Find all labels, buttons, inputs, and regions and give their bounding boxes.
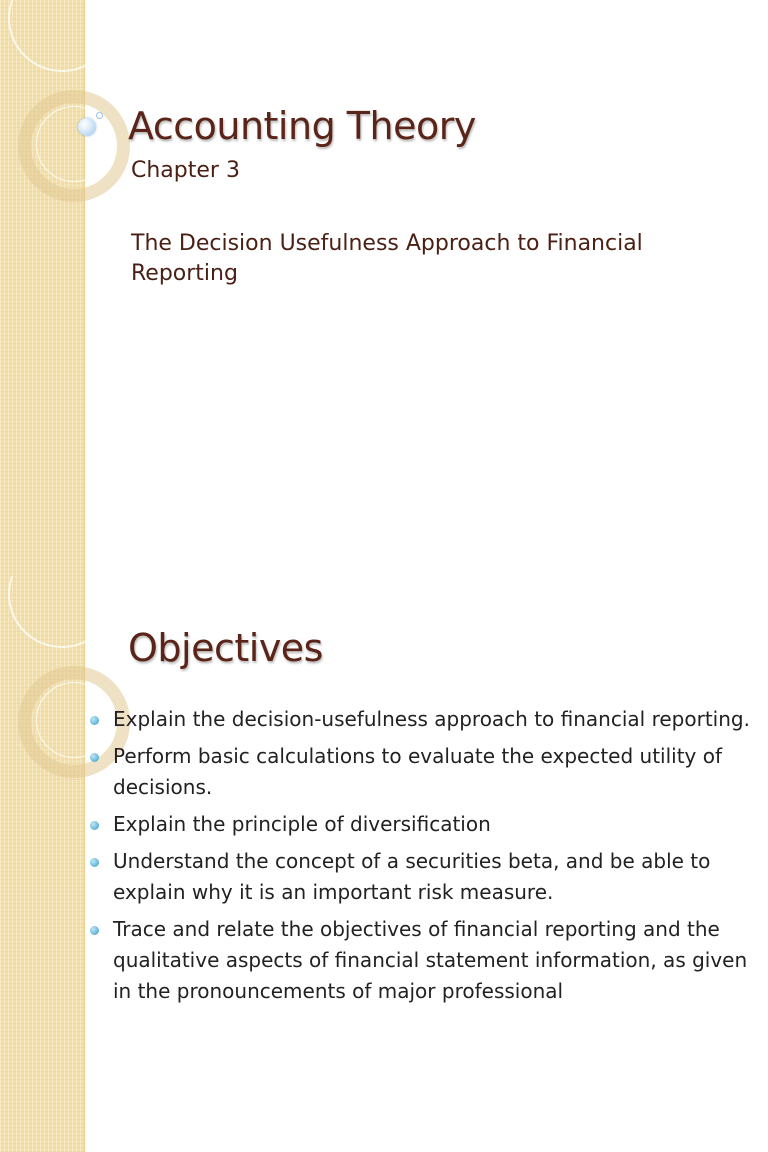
list-item [90, 809, 750, 840]
objective-text: Explain the decision-usefulness approach to financial reporting. [113, 707, 750, 731]
decorative-side-band [0, 0, 85, 576]
list-item [90, 741, 750, 803]
bullet-icon [90, 753, 99, 762]
deck-title: Accounting Theory [128, 104, 476, 148]
bullet-icon [90, 821, 99, 830]
list-item [90, 914, 750, 1007]
objective-text: Perform basic calculations to evaluate the expected utility of decisions. [113, 744, 723, 799]
objective-text: Understand the concept of a securities beta, and be able to explain why it is an important risk measure. [113, 849, 711, 904]
decorative-side-band [0, 576, 85, 1152]
bullet-icon [90, 716, 99, 725]
list-item [90, 704, 750, 735]
slide-objectives [0, 576, 768, 1152]
bullet-icon [90, 926, 99, 935]
chapter-label: Chapter 3 [131, 158, 240, 183]
objective-text: Explain the principle of diversification [113, 812, 491, 836]
objectives-list [90, 704, 750, 1013]
objectives-title: Objectives [128, 626, 323, 670]
decorative-bead-icon [78, 118, 96, 136]
deck-subtitle: The Decision Usefulness Approach to Financial Reporting [131, 231, 643, 286]
objective-text: Trace and relate the objectives of financial reporting and the qualitative aspects of financial statement information, as given in the pronouncements of major professional [113, 917, 748, 1003]
bullet-icon [90, 858, 99, 867]
decorative-small-bead-icon [96, 112, 103, 119]
list-item [90, 846, 750, 908]
